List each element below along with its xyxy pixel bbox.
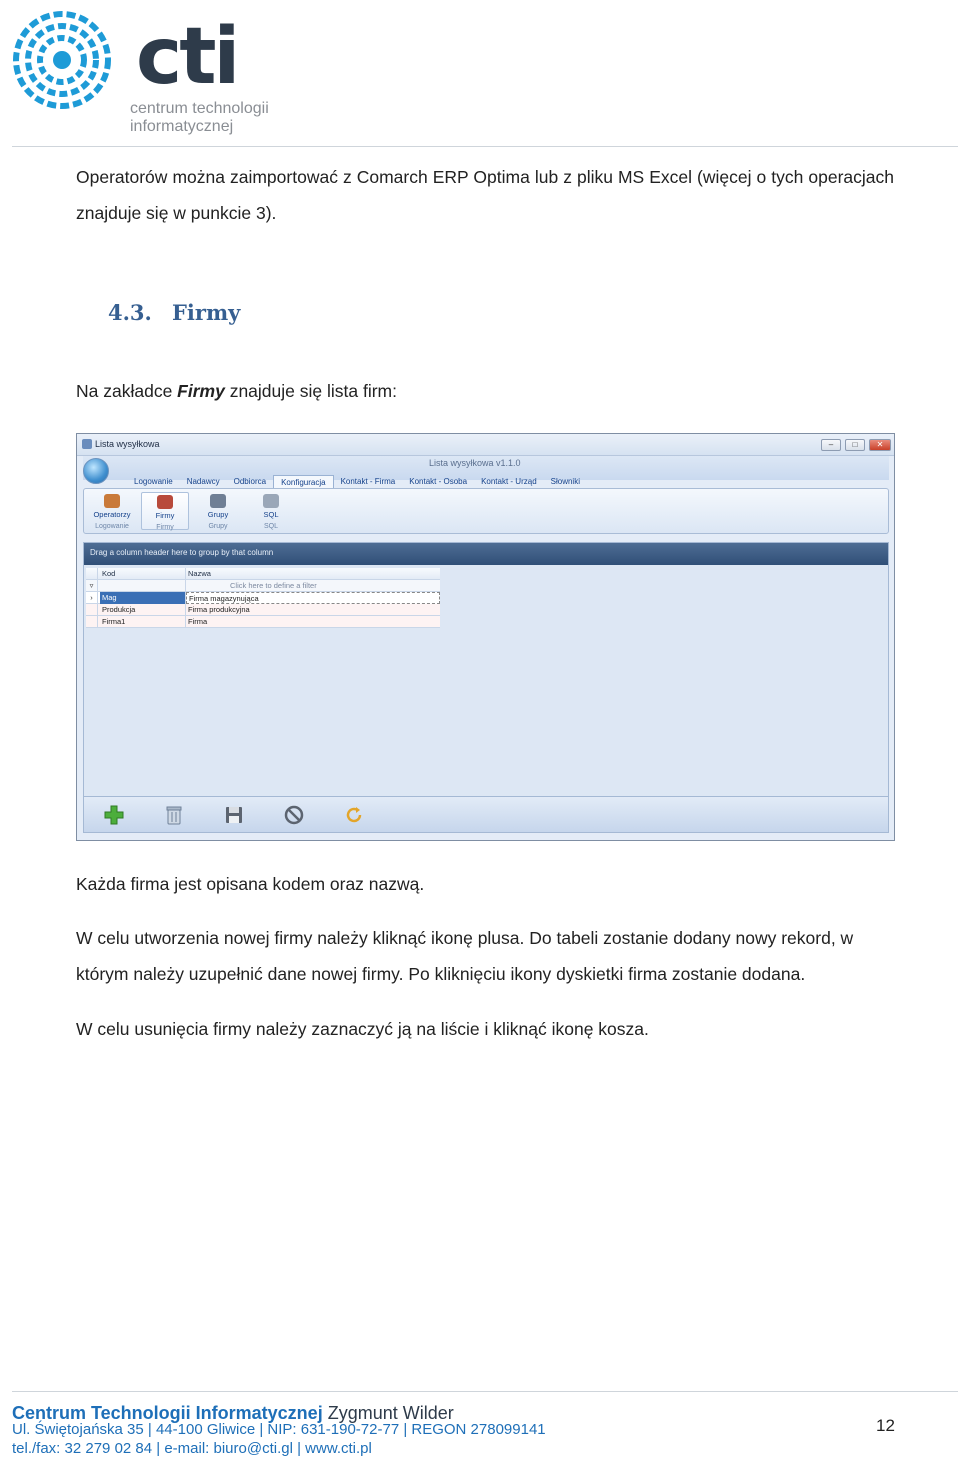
- grid-toolbar: [83, 797, 889, 833]
- database-icon: [263, 494, 279, 508]
- paragraph-delete-firm: W celu usunięcia firmy należy zaznaczyć ją na liście i kliknąć ikonę kosza.: [76, 1019, 649, 1039]
- window-titlebar: [77, 434, 894, 456]
- groups-icon: [210, 494, 226, 508]
- tab-odbiorca[interactable]: Odbiorca: [233, 477, 267, 486]
- footer-company: Centrum Technologii Informatycznej Zygmunt Wilder: [12, 1403, 454, 1423]
- paragraph-add-firm: W celu utworzenia nowej firmy należy kliknąć ikonę plusa. Do tabeli zostanie dodany nowy rekord, w którym należy uzupełnić dane nowej firmy. Po kliknięciu ikony dyskietki firma zostanie dodana.: [76, 928, 854, 984]
- window-title: Lista wysyłkowa: [95, 439, 160, 449]
- trash-icon[interactable]: [164, 805, 184, 825]
- group-by-panel[interactable]: Drag a column header here to group by that column: [84, 543, 888, 565]
- filter-hint: Click here to define a filter: [230, 581, 317, 590]
- close-button[interactable]: ✕: [869, 439, 891, 451]
- section-title: Firmy: [172, 300, 241, 325]
- table-row[interactable]: › Mag Firma magazynująca: [86, 592, 440, 604]
- section-number: 4.3.: [108, 300, 152, 325]
- application-screenshot: [76, 433, 895, 841]
- footer-divider: [12, 1391, 958, 1392]
- tab-kontakt-osoba[interactable]: Kontakt - Osoba: [409, 477, 468, 486]
- table-row[interactable]: Firma1 Firma: [86, 616, 440, 628]
- grupy-button[interactable]: Grupy Grupy: [194, 492, 242, 530]
- app-menu-orb-icon[interactable]: [83, 458, 109, 484]
- maximize-button[interactable]: □: [845, 439, 865, 451]
- filter-icon: ▿: [86, 580, 98, 592]
- footer-address: Ul. Świętojańska 35 | 44-100 Gliwice | NIP: 631-190-72-77 | REGON 278099141: [12, 1421, 546, 1438]
- logo-circle-icon: [10, 8, 114, 112]
- section-heading: [108, 300, 240, 325]
- row-indicator-icon: ›: [86, 592, 98, 604]
- plus-icon[interactable]: [104, 805, 124, 825]
- ribbon-tabs: [127, 475, 587, 489]
- firms-grid: [86, 568, 440, 628]
- minimize-button[interactable]: –: [821, 439, 841, 451]
- tab-logowanie[interactable]: Logowanie: [134, 477, 173, 486]
- footer-contact: tel./fax: 32 279 02 84 | e-mail: biuro@cti.gl | www.cti.pl: [12, 1440, 372, 1457]
- logo-wordmark: cti: [136, 12, 238, 102]
- sql-button[interactable]: SQL SQL: [247, 492, 295, 530]
- header-divider: [12, 146, 958, 147]
- table-row[interactable]: Produkcja Firma produkcyjna: [86, 604, 440, 616]
- firms-icon: [157, 495, 173, 509]
- app-version-caption: Lista wysyłkowa v1.1.0: [429, 458, 521, 468]
- floppy-disk-icon[interactable]: [224, 805, 244, 825]
- grid-filter-row[interactable]: [86, 580, 440, 592]
- page-number: 12: [876, 1416, 895, 1435]
- firms-grid-container: [83, 542, 889, 797]
- company-logo: [10, 8, 270, 138]
- refresh-icon[interactable]: [344, 805, 364, 825]
- emphasis-firmy: Firmy: [177, 381, 225, 401]
- tab-konfiguracja[interactable]: Konfiguracja: [273, 475, 333, 489]
- ribbon-panel: [83, 488, 889, 534]
- cancel-icon[interactable]: [284, 805, 304, 825]
- column-header-kod[interactable]: Kod: [100, 568, 186, 580]
- paragraph-firm-description: Każda firma jest opisana kodem oraz nazwą.: [76, 874, 425, 894]
- tab-nadawcy[interactable]: Nadawcy: [186, 477, 220, 486]
- tab-kontakt-urzad[interactable]: Kontakt - Urząd: [481, 477, 537, 486]
- tab-slowniki[interactable]: Słowniki: [550, 477, 580, 486]
- paragraph-firms-tab: Na zakładce Firmy znajduje się lista firm:: [76, 381, 397, 401]
- paragraph-import-info: Operatorów można zaimportować z Comarch ERP Optima lub z pliku MS Excel (więcej o tych operacjach znajduje się w punkcie 3).: [76, 167, 894, 223]
- grid-header-row: [86, 568, 440, 580]
- logo-subtitle: centrum technologii informatycznej: [130, 100, 269, 135]
- operators-icon: [104, 494, 120, 508]
- tab-kontakt-firma[interactable]: Kontakt - Firma: [340, 477, 396, 486]
- app-icon: [82, 439, 92, 449]
- firmy-button[interactable]: Firmy Firmy: [141, 492, 189, 530]
- operatorzy-button[interactable]: Operatorzy Logowanie: [88, 492, 136, 530]
- column-header-nazwa[interactable]: Nazwa: [188, 569, 211, 578]
